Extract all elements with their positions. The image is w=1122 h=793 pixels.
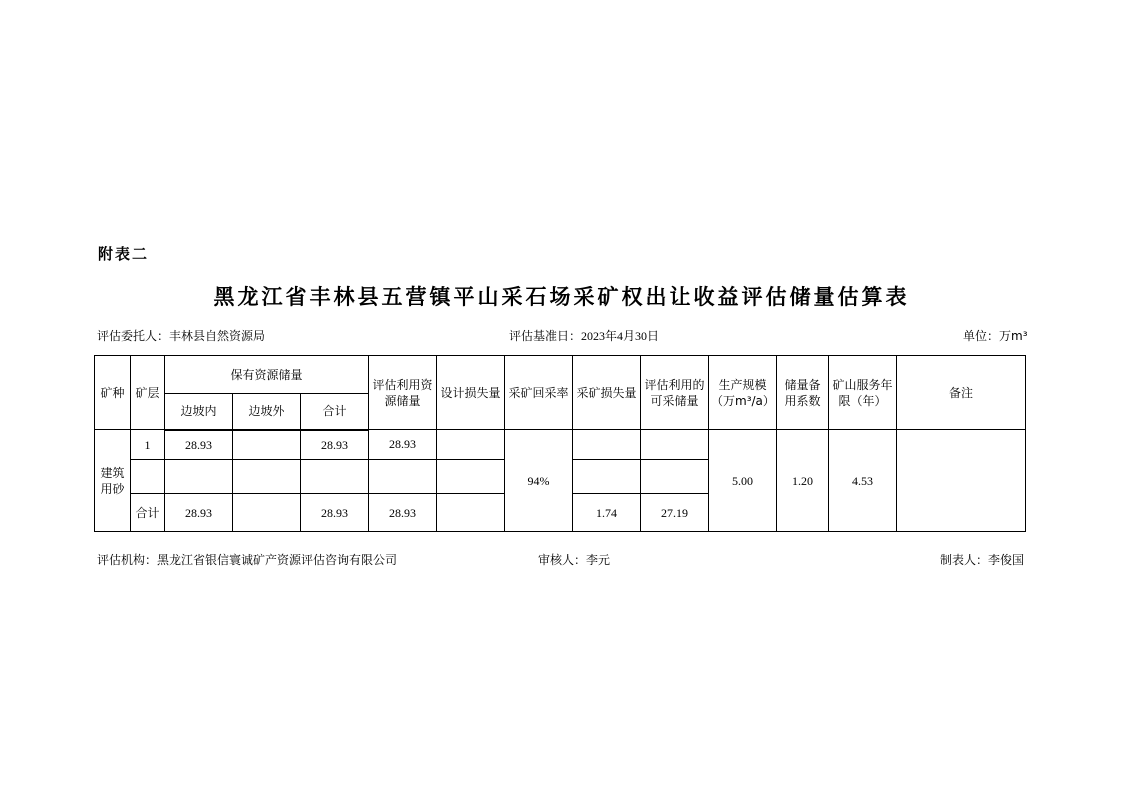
- header-row-1: [95, 356, 1026, 394]
- base-date-value: 2023年4月30日: [581, 329, 660, 343]
- mineral-name: 建筑用砂: [95, 430, 131, 532]
- header-outside-slope: 边坡外: [233, 394, 301, 430]
- cell-remarks: [897, 430, 1026, 532]
- cell-outside: [233, 494, 301, 532]
- cell-layer: [131, 460, 165, 494]
- cell-design-loss: [437, 460, 505, 494]
- appendix-label: 附表二: [98, 245, 150, 263]
- reviewer-label: 审核人：李元: [538, 553, 611, 567]
- cell-reserve-factor: 1.20: [777, 430, 829, 532]
- cell-design-loss: [437, 494, 505, 532]
- cell-recoverable: 27.19: [641, 494, 709, 532]
- cell-mining-loss: [573, 430, 641, 460]
- cell-total: 28.93: [301, 494, 369, 532]
- header-inside-slope: 边坡内: [165, 394, 233, 430]
- header-design-loss: 设计损失量: [437, 356, 505, 430]
- header-retained-reserves: 保有资源储量: [165, 356, 369, 394]
- base-date-label: 评估基准日：: [509, 329, 582, 343]
- cell-eval-use: 28.93: [369, 430, 437, 460]
- header-eval-use-reserves: 评估利用资源储量: [369, 356, 437, 430]
- cell-recoverable: [641, 430, 709, 460]
- cell-total: [301, 460, 369, 494]
- cell-mining-loss: [573, 460, 641, 494]
- cell-outside: [233, 460, 301, 494]
- base-date: [509, 327, 659, 344]
- header-production-scale: 生产规模（万m³/a）: [709, 356, 777, 430]
- cell-recoverable: [641, 460, 709, 494]
- cell-service-life: 4.53: [829, 430, 897, 532]
- cell-layer: 1: [131, 430, 165, 460]
- cell-production-scale: 5.00: [709, 430, 777, 532]
- header-layer: 矿层: [131, 356, 165, 430]
- table-row: [95, 430, 1026, 460]
- page-title: 黑龙江省丰林县五营镇平山采石场采矿权出让收益评估储量估算表: [213, 285, 910, 309]
- cell-inside: 28.93: [165, 494, 233, 532]
- cell-eval-use: [369, 460, 437, 494]
- cell-outside: [233, 430, 301, 460]
- client-label: 评估委托人：丰林县自然资源局: [97, 329, 266, 343]
- header-recovery-rate: 采矿回采率: [505, 356, 573, 430]
- cell-inside: [165, 460, 233, 494]
- unit-label: 单位：万m³: [963, 329, 1028, 343]
- cell-recovery-rate: 94%: [505, 430, 573, 532]
- preparer-label: 制表人：李俊国: [940, 553, 1025, 567]
- cell-layer: 合计: [131, 494, 165, 532]
- agency-label: 评估机构：黑龙江省银信寰诚矿产资源评估咨询有限公司: [97, 553, 398, 567]
- header-subtotal: 合计: [301, 394, 369, 430]
- cell-eval-use: 28.93: [369, 494, 437, 532]
- header-eval-recoverable: 评估利用的可采储量: [641, 356, 709, 430]
- header-remarks: 备注: [897, 356, 1026, 430]
- header-reserve-factor: 储量备用系数: [777, 356, 829, 430]
- reserve-table: [94, 355, 1026, 532]
- header-mining-loss: 采矿损失量: [573, 356, 641, 430]
- cell-mining-loss: 1.74: [573, 494, 641, 532]
- cell-inside: 28.93: [165, 430, 233, 460]
- header-service-life: 矿山服务年限（年）: [829, 356, 897, 430]
- cell-total: 28.93: [301, 430, 369, 460]
- cell-design-loss: [437, 430, 505, 460]
- header-mineral: 矿种: [95, 356, 131, 430]
